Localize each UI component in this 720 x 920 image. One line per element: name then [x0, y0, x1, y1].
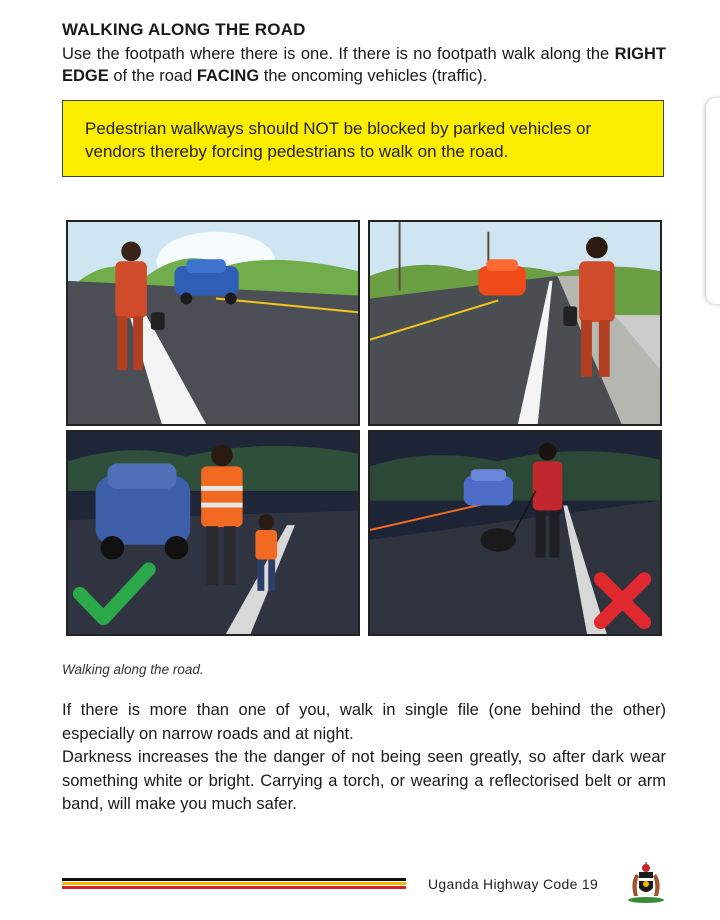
intro-text-2: of the road [108, 67, 197, 85]
footer-stripes [62, 878, 406, 890]
panel-night-wrong [368, 430, 662, 636]
stripe-black [62, 878, 406, 881]
figure-caption: Walking along the road. [62, 662, 204, 677]
intro-bold-right-edge: RIGHT EDGE [62, 45, 666, 85]
paragraph-darkness: Darkness increases the the danger of not being seen greatly, so after dark wear something white or bright. Carrying a torch, or wearing a reflectorised belt or arm band, will make you much safer. [62, 748, 666, 813]
uganda-coat-of-arms-icon [626, 862, 666, 904]
section-heading: WALKING ALONG THE ROAD [62, 20, 306, 39]
stripe-red [62, 886, 406, 889]
illustration-grid [62, 216, 666, 638]
stripe-yellow [62, 882, 406, 885]
panel-walking-with-traffic [66, 220, 360, 426]
panel-night-correct [66, 430, 360, 636]
intro-paragraph [62, 43, 666, 87]
panel-walking-facing-traffic [368, 220, 662, 426]
body-text [62, 699, 666, 817]
intro-bold-facing: FACING [196, 67, 260, 85]
intro-text-3: the oncoming vehicles (traffic). [259, 67, 488, 85]
paragraph-single-file: If there is more than one of you, walk in single file (one behind the other) especially on narrow roads and at night. [62, 701, 666, 743]
callout-box: Pedestrian walkways should NOT be blocked by parked vehicles or vendors thereby forcing pedestrians to walk on the road. [62, 100, 664, 177]
footer-title: Uganda Highway Code 19 [428, 876, 599, 892]
side-scroll-tab[interactable] [706, 98, 720, 304]
intro-text-1: Use the footpath where there is one. If there is no footpath walk along the [62, 45, 615, 63]
